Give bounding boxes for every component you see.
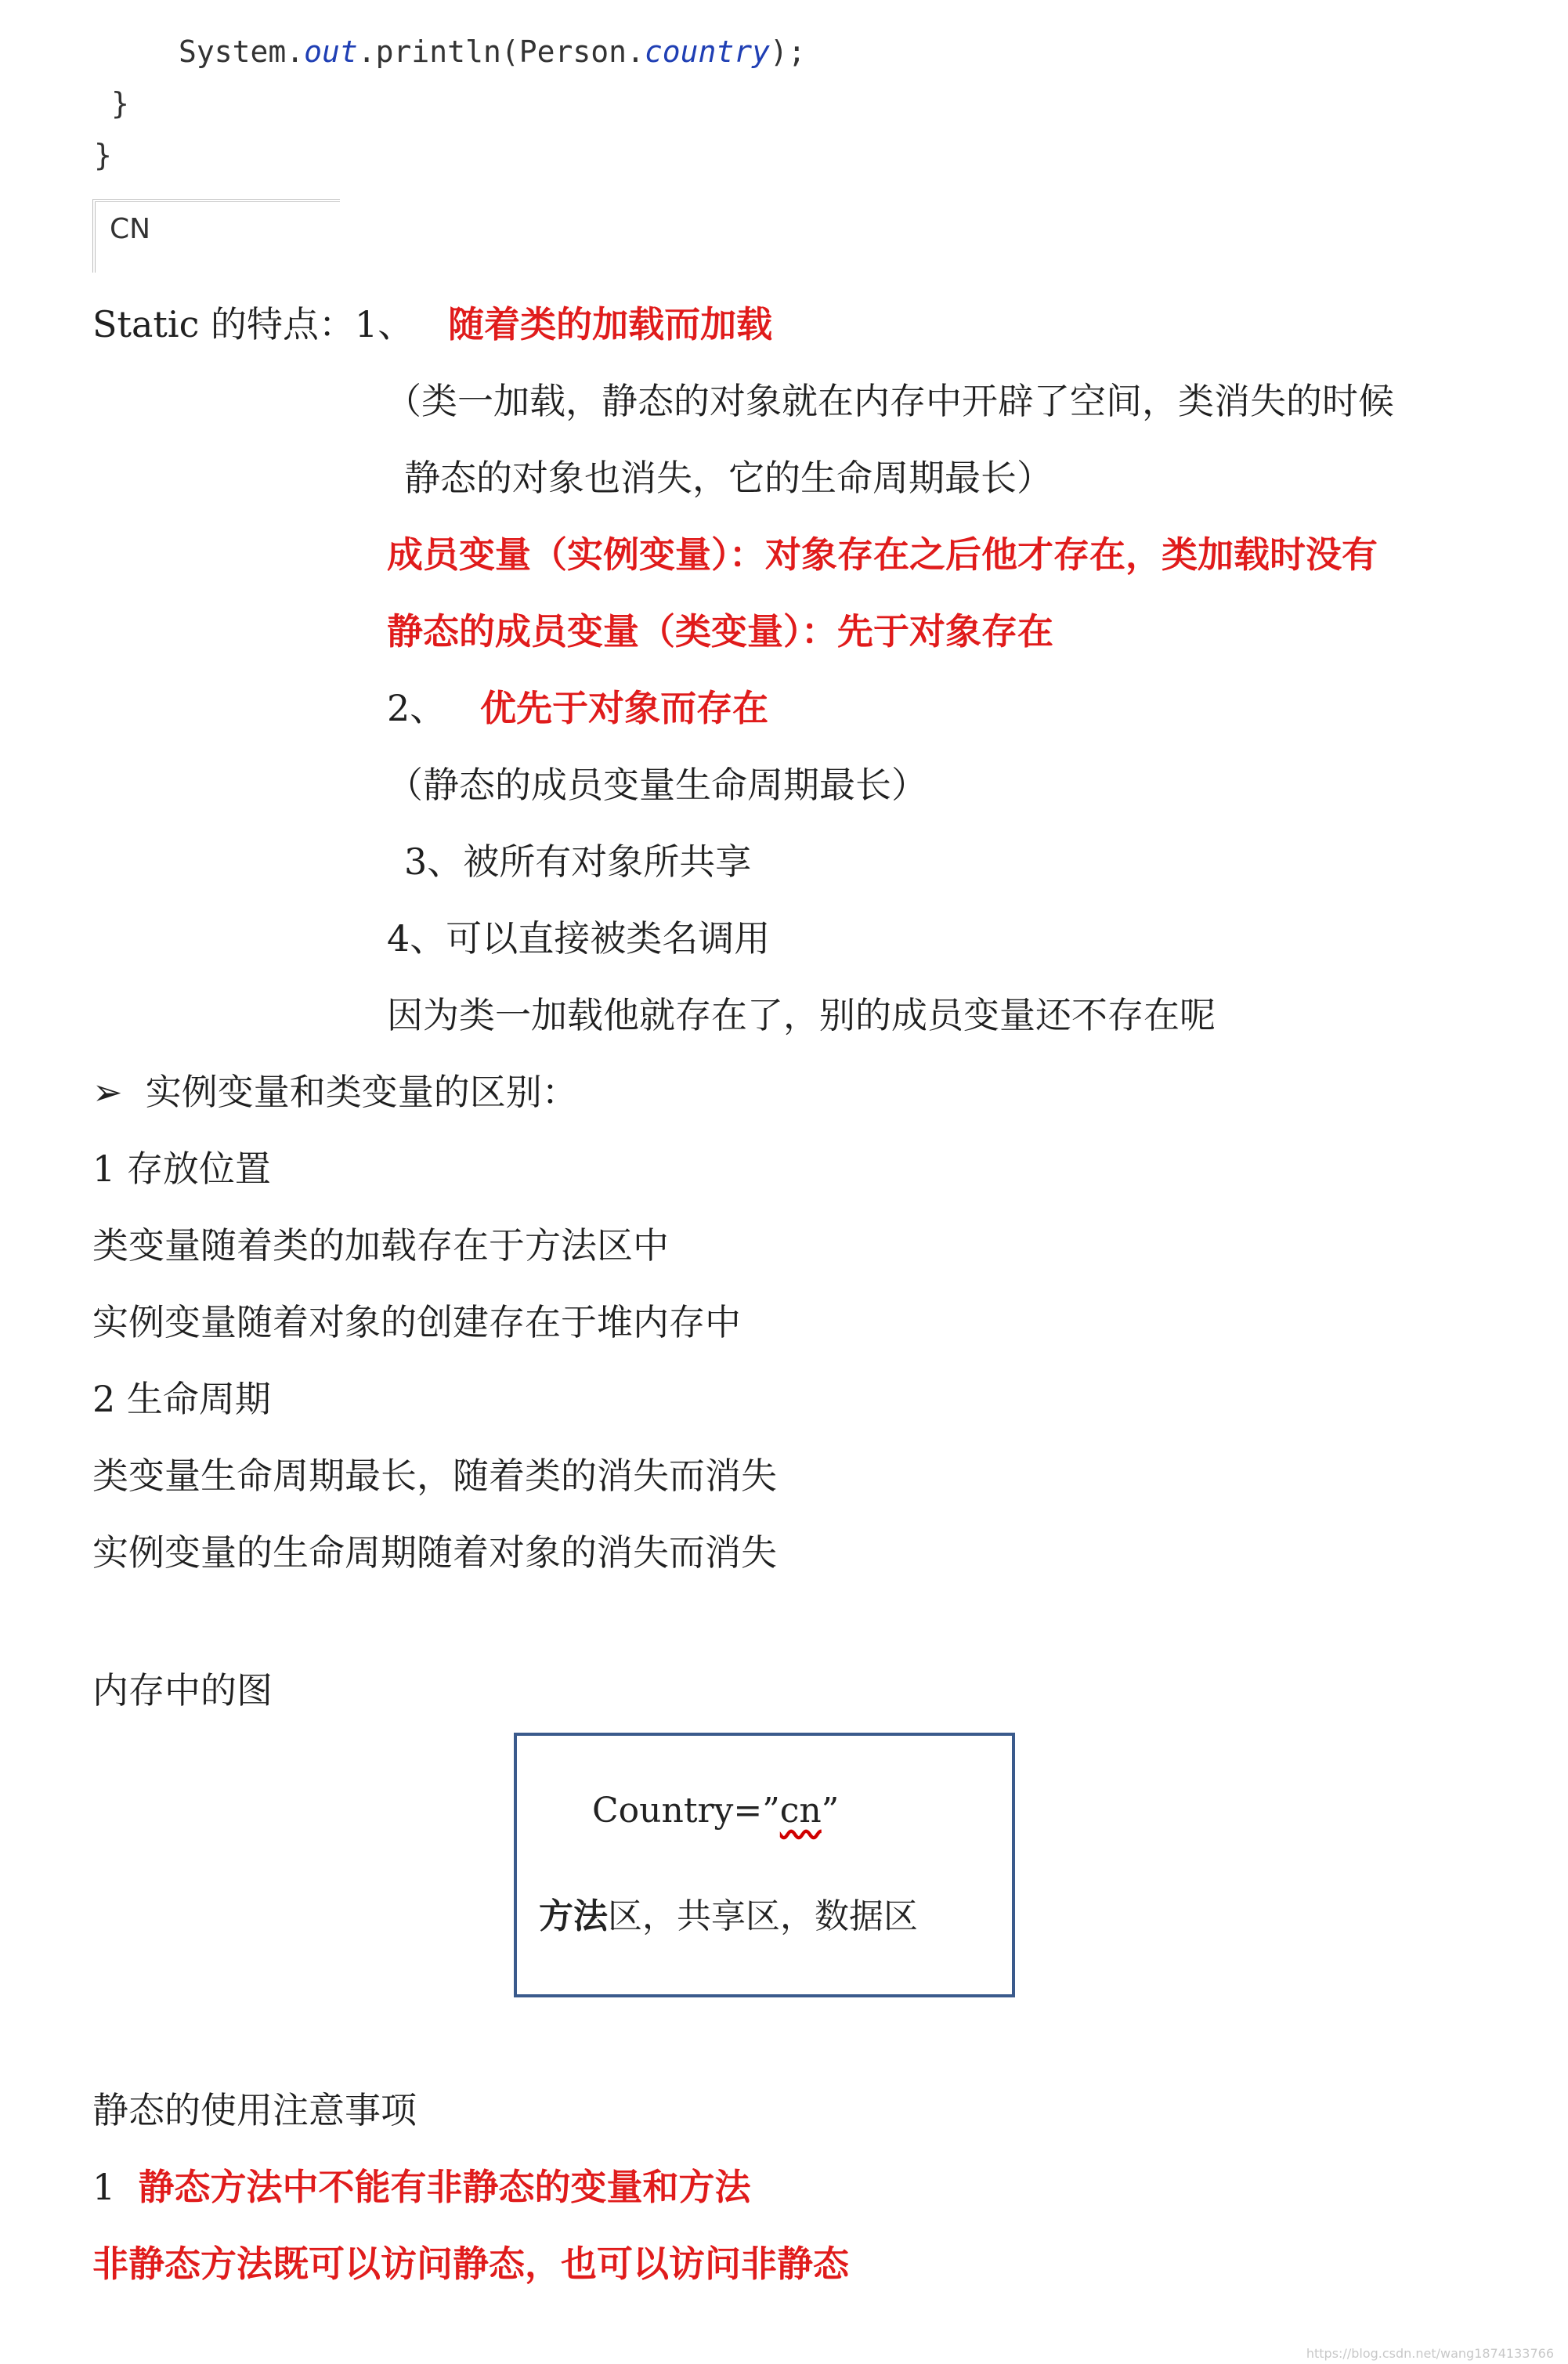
item2-a: 类变量生命周期最长，随着类的消失而消失 bbox=[92, 1455, 777, 1497]
console-output bbox=[92, 199, 340, 273]
code-system: System. bbox=[179, 34, 305, 69]
notes-rule1-num: 1 bbox=[92, 2166, 116, 2208]
code-end: ); bbox=[770, 34, 806, 69]
point3: 3、被所有对象所共享 bbox=[404, 840, 752, 883]
point2 bbox=[387, 685, 768, 732]
memory-country-value bbox=[592, 1791, 839, 1831]
member-var-note: 成员变量（实例变量）：对象存在之后他才存在，类加载时没有 bbox=[387, 533, 1378, 576]
notes-rule1-text: 静态方法中不能有非静态的变量和方法 bbox=[138, 2166, 751, 2208]
memory-area-bold: 方法 bbox=[539, 1896, 608, 1936]
notes-rule1-b: 非静态方法既可以访问静态，也可以访问非静态 bbox=[92, 2243, 849, 2285]
item1-title: 1 存放位置 bbox=[92, 1148, 271, 1190]
memory-area-names bbox=[539, 1888, 918, 1938]
code-line-println bbox=[179, 34, 806, 69]
point2-text: 优先于对象而存在 bbox=[480, 687, 769, 729]
point2-num: 2、 bbox=[387, 687, 446, 729]
code-brace-inner: } bbox=[111, 86, 129, 121]
point1-text: 随着类的加载而加载 bbox=[448, 303, 773, 345]
memory-diagram-box bbox=[514, 1733, 1015, 1997]
item1-b: 实例变量随着对象的创建存在于堆内存中 bbox=[92, 1301, 741, 1343]
item2-b: 实例变量的生命周期随着对象的消失而消失 bbox=[92, 1531, 777, 1574]
arrow-bullet-icon: ➢ bbox=[92, 1071, 123, 1113]
difference-heading-text: 实例变量和类变量的区别： bbox=[145, 1071, 578, 1113]
note2: （静态的成员变量生命周期最长） bbox=[387, 764, 927, 806]
code-println: .println(Person. bbox=[357, 34, 645, 69]
item2-title: 2 生命周期 bbox=[92, 1378, 271, 1420]
watermark: https://blog.csdn.net/wang1874133766 bbox=[1306, 2346, 1554, 2361]
code-brace-outer: } bbox=[94, 138, 112, 172]
memory-area-rest: 区，共享区，数据区 bbox=[608, 1896, 918, 1936]
memory-caption: 内存中的图 bbox=[92, 1669, 273, 1712]
notes-heading: 静态的使用注意事项 bbox=[92, 2089, 417, 2131]
point4: 4、可以直接被类名调用 bbox=[387, 917, 771, 960]
console-output-text: CN bbox=[110, 213, 151, 245]
note1-line2: 静态的对象也消失，它的生命周期最长） bbox=[404, 457, 1053, 499]
static-intro-label: Static 的特点：1、 bbox=[92, 303, 414, 345]
note1-line1: （类一加载，静态的对象就在内存中开辟了空间，类消失的时候 bbox=[385, 380, 1394, 422]
difference-heading bbox=[92, 1068, 578, 1115]
code-country: country bbox=[644, 34, 770, 69]
static-intro bbox=[92, 301, 772, 348]
notes-rule1 bbox=[92, 2163, 751, 2210]
reason-line: 因为类一加载他就存在了，别的成员变量还不存在呢 bbox=[387, 994, 1216, 1036]
memory-country-label: Country=” bbox=[592, 1791, 780, 1831]
memory-country-cn: cn bbox=[779, 1791, 822, 1831]
memory-country-quote: ” bbox=[821, 1791, 840, 1831]
item1-a: 类变量随着类的加载存在于方法区中 bbox=[92, 1224, 669, 1267]
code-out: out bbox=[304, 34, 358, 69]
static-member-var-note: 静态的成员变量（类变量）：先于对象存在 bbox=[387, 610, 1053, 652]
